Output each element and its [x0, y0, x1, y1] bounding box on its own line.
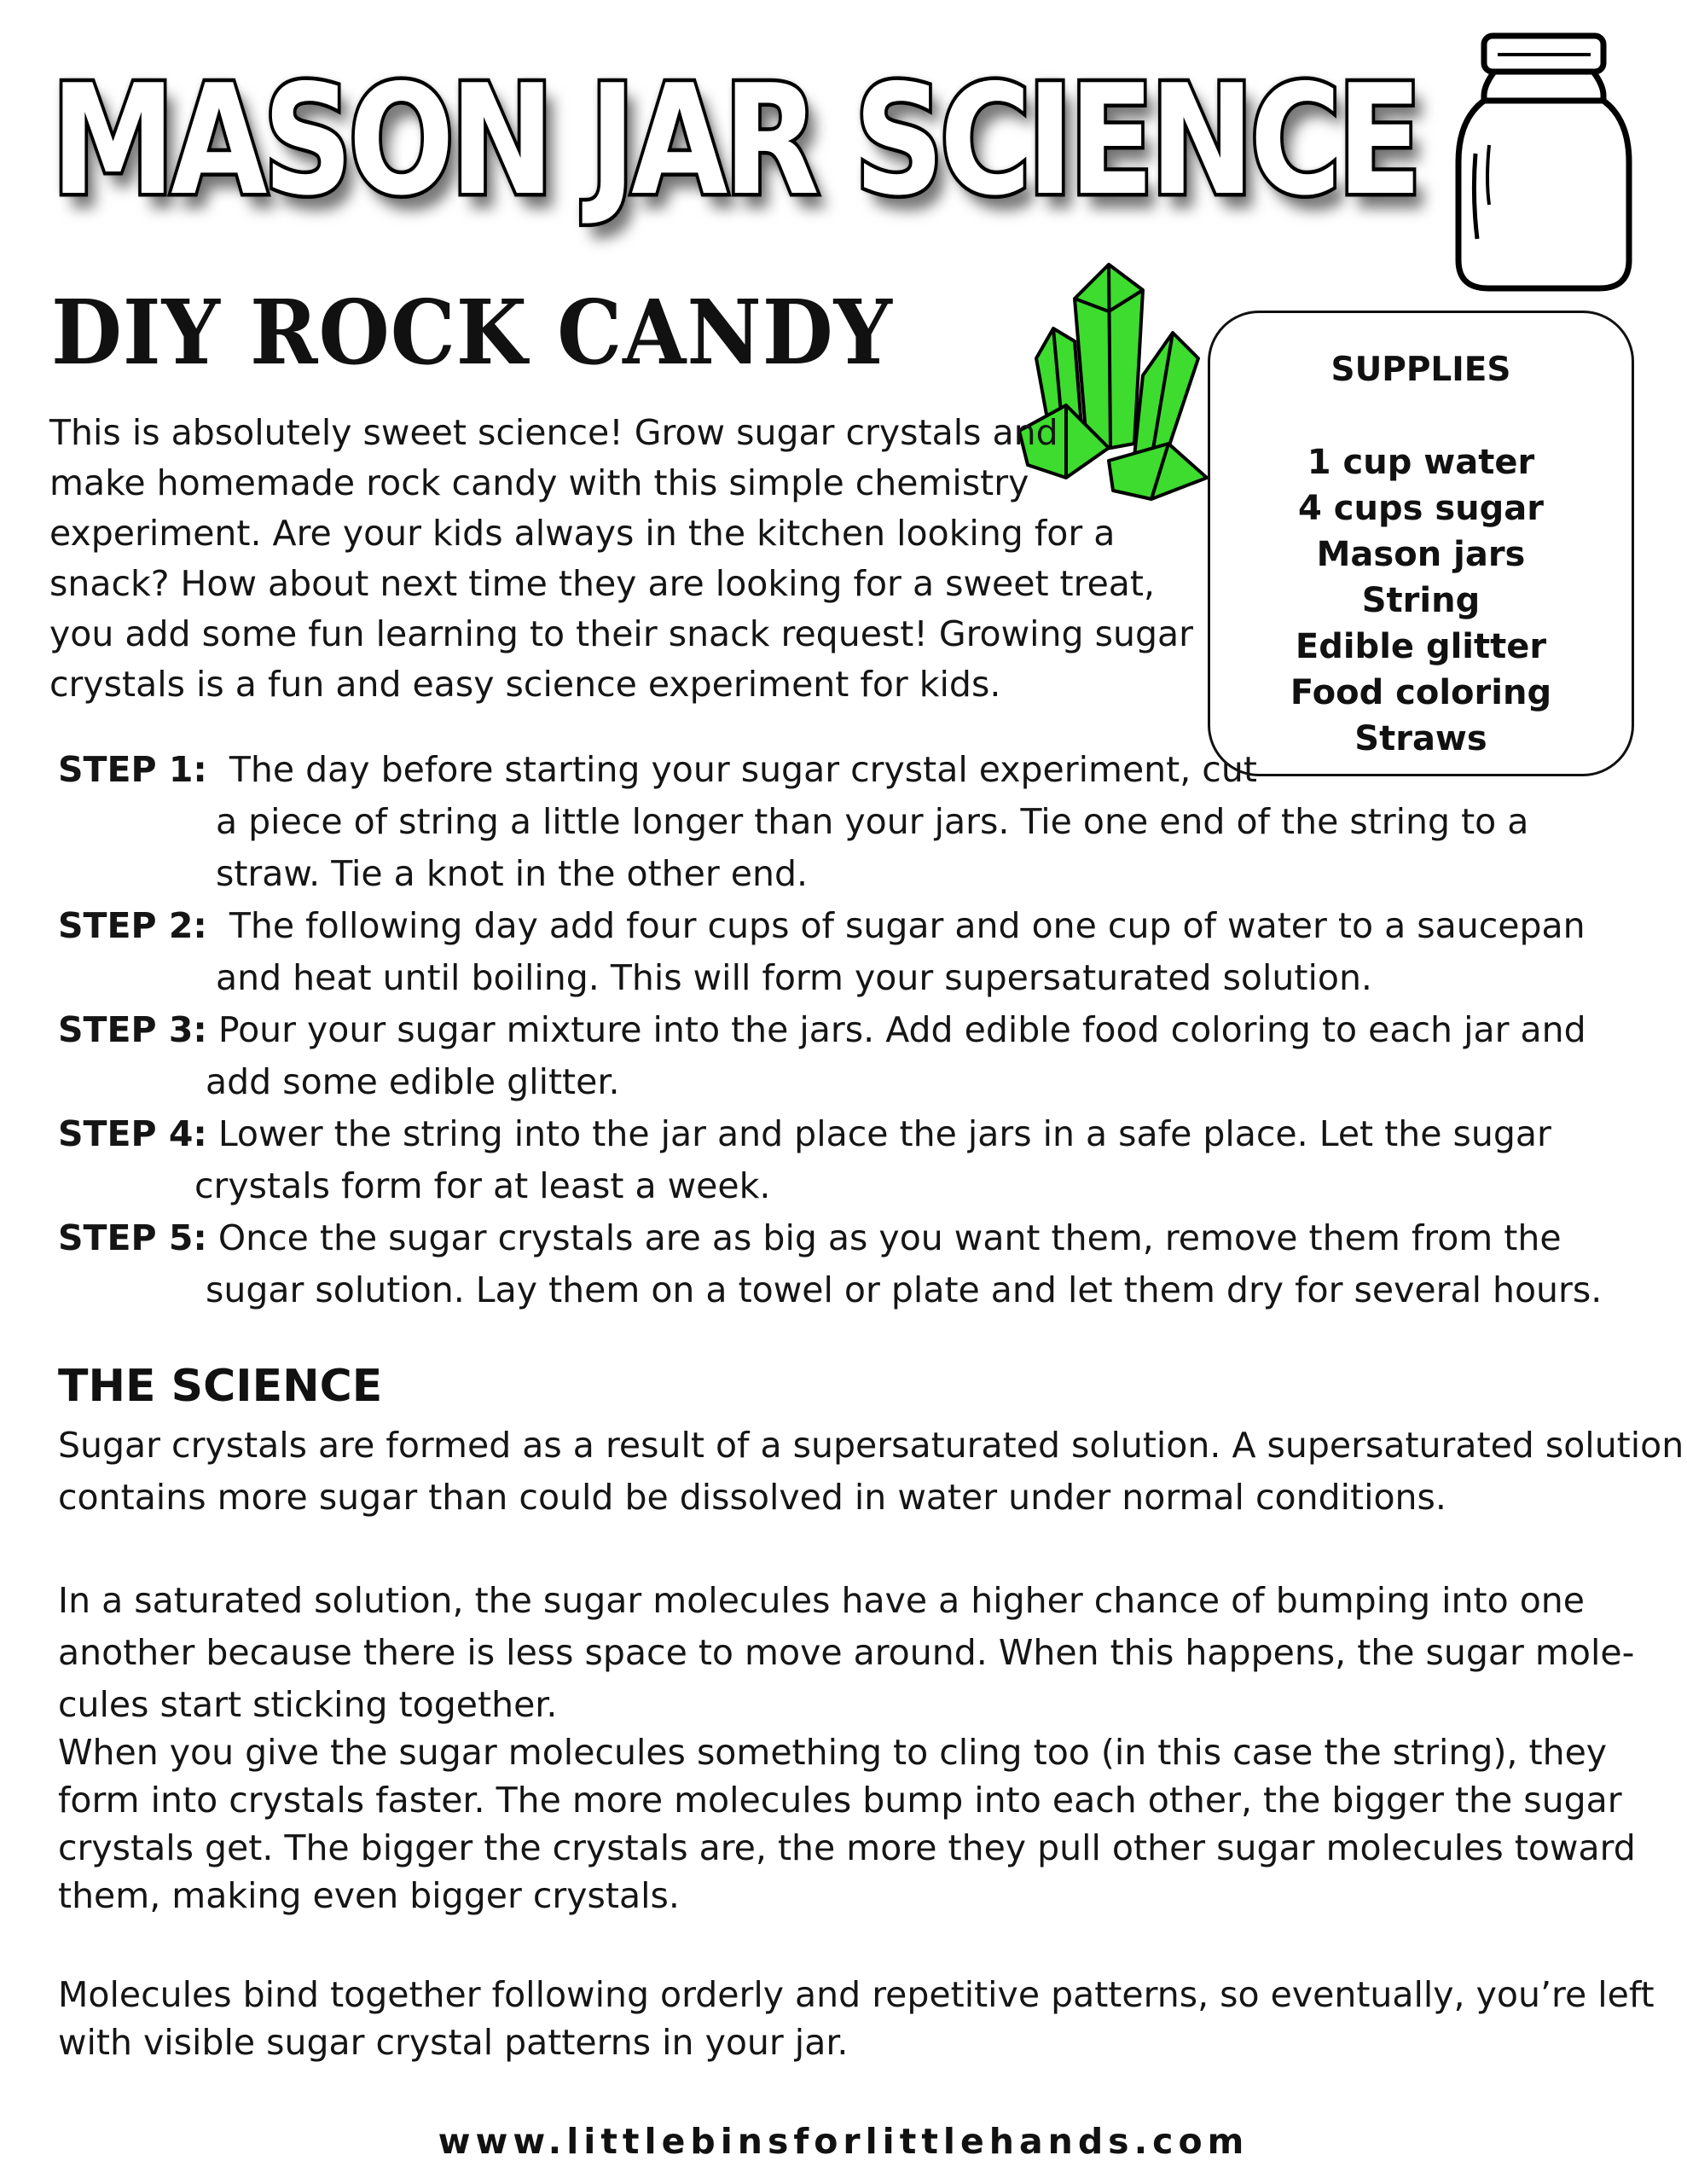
science-line: contains more sugar than could be dissolved in water under normal conditions.	[58, 1477, 1446, 1518]
step-4-continued: crystals form for at least a week.	[194, 1165, 771, 1206]
intro-line: This is absolutely sweet science! Grow sugar crystals and	[49, 412, 1058, 453]
science-text	[58, 1420, 1684, 2065]
science-line: When you give the sugar molecules something to cling too (in this case the string), they	[58, 1732, 1608, 1773]
step-5-continued: sugar solution. Lay them on a towel or plate and let them dry for several hours.	[206, 1269, 1603, 1310]
step-1-continued: straw. Tie a knot in the other end.	[216, 853, 809, 894]
step-label: STEP 1:	[58, 749, 207, 790]
intro-line: crystals is a fun and easy science experiment for kids.	[49, 664, 1001, 705]
intro-line: snack? How about next time they are looking for a sweet treat,	[49, 563, 1156, 604]
mason-jar-icon	[1450, 26, 1638, 299]
supply-item: Edible glitter	[1295, 627, 1547, 666]
supplies-list	[1210, 439, 1632, 762]
supply-item: 4 cups sugar	[1298, 489, 1544, 528]
supply-item: Mason jars	[1316, 535, 1526, 574]
science-line: Molecules bind together following orderly and repetitive patterns, so eventually, you’re left	[58, 1974, 1655, 2015]
step-5	[58, 1212, 1593, 1264]
paragraph-gap	[58, 1524, 1644, 1575]
footer-url[interactable]: www.littlebinsforlittlehands.com	[438, 2121, 1249, 2162]
step-text: The day before starting your sugar crystal experiment, cut	[229, 749, 1257, 790]
step-label: STEP 2:	[58, 905, 207, 946]
intro-paragraph	[49, 408, 1192, 710]
supplies-box	[1208, 311, 1634, 776]
science-heading: THE SCIENCE	[58, 1361, 383, 1412]
supply-item: 1 cup water	[1307, 443, 1535, 482]
step-text: Pour your sugar mixture into the jars. Add edible food coloring to each jar and	[217, 1009, 1586, 1050]
science-line: cules start sticking together.	[58, 1684, 558, 1725]
supply-item: Straws	[1354, 719, 1487, 758]
step-label: STEP 3:	[58, 1009, 207, 1050]
intro-line: you add some fun learning to their snack request! Growing sugar	[49, 613, 1193, 654]
step-2-continued: and heat until boiling. This will form your supersaturated solution.	[216, 957, 1372, 998]
step-text: Once the sugar crystals are as big as you want them, remove them from the	[217, 1217, 1562, 1258]
supply-item: String	[1361, 581, 1481, 620]
intro-line: experiment. Are your kids always in the kitchen looking for a	[49, 513, 1116, 554]
step-3	[58, 1004, 1593, 1056]
step-1	[58, 744, 1593, 796]
science-line: them, making even bigger crystals.	[58, 1875, 680, 1916]
step-label: STEP 4:	[58, 1113, 207, 1154]
science-line: In a saturated solution, the sugar molecules have a higher chance of bumping into one	[58, 1580, 1586, 1621]
science-line: crystals get. The bigger the crystals are, the more they pull other sugar molecules toward	[58, 1827, 1636, 1868]
science-line: form into crystals faster. The more molecules bump into each other, the bigger the sugar	[58, 1780, 1622, 1821]
step-text: Lower the string into the jar and place the jars in a safe place. Let the sugar	[217, 1113, 1551, 1154]
supplies-title: SUPPLIES	[1330, 351, 1511, 389]
step-4	[58, 1108, 1593, 1160]
step-3-continued: add some edible glitter.	[206, 1061, 620, 1102]
intro-line: make homemade rock candy with this simple chemistry	[49, 462, 1029, 503]
steps-list	[58, 744, 1603, 1316]
science-line: with visible sugar crystal patterns in your jar.	[58, 2022, 849, 2063]
supply-item: Food coloring	[1290, 673, 1552, 712]
page-title: MASON JAR SCIENCE	[51, 52, 1418, 229]
step-1-continued: a piece of string a little longer than your jars. Tie one end of the string to a	[216, 801, 1529, 842]
science-line: another because there is less space to move around. When this happens, the sugar mole-	[58, 1632, 1635, 1673]
science-line: Sugar crystals are formed as a result of a supersaturated solution. A supersaturated solution	[58, 1425, 1684, 1466]
step-2	[58, 900, 1593, 952]
step-text: The following day add four cups of sugar and one cup of water to a saucepan	[229, 905, 1586, 946]
paragraph-gap	[58, 1918, 1644, 1969]
page-subtitle: DIY ROCK CANDY	[51, 280, 893, 385]
step-label: STEP 5:	[58, 1217, 207, 1258]
